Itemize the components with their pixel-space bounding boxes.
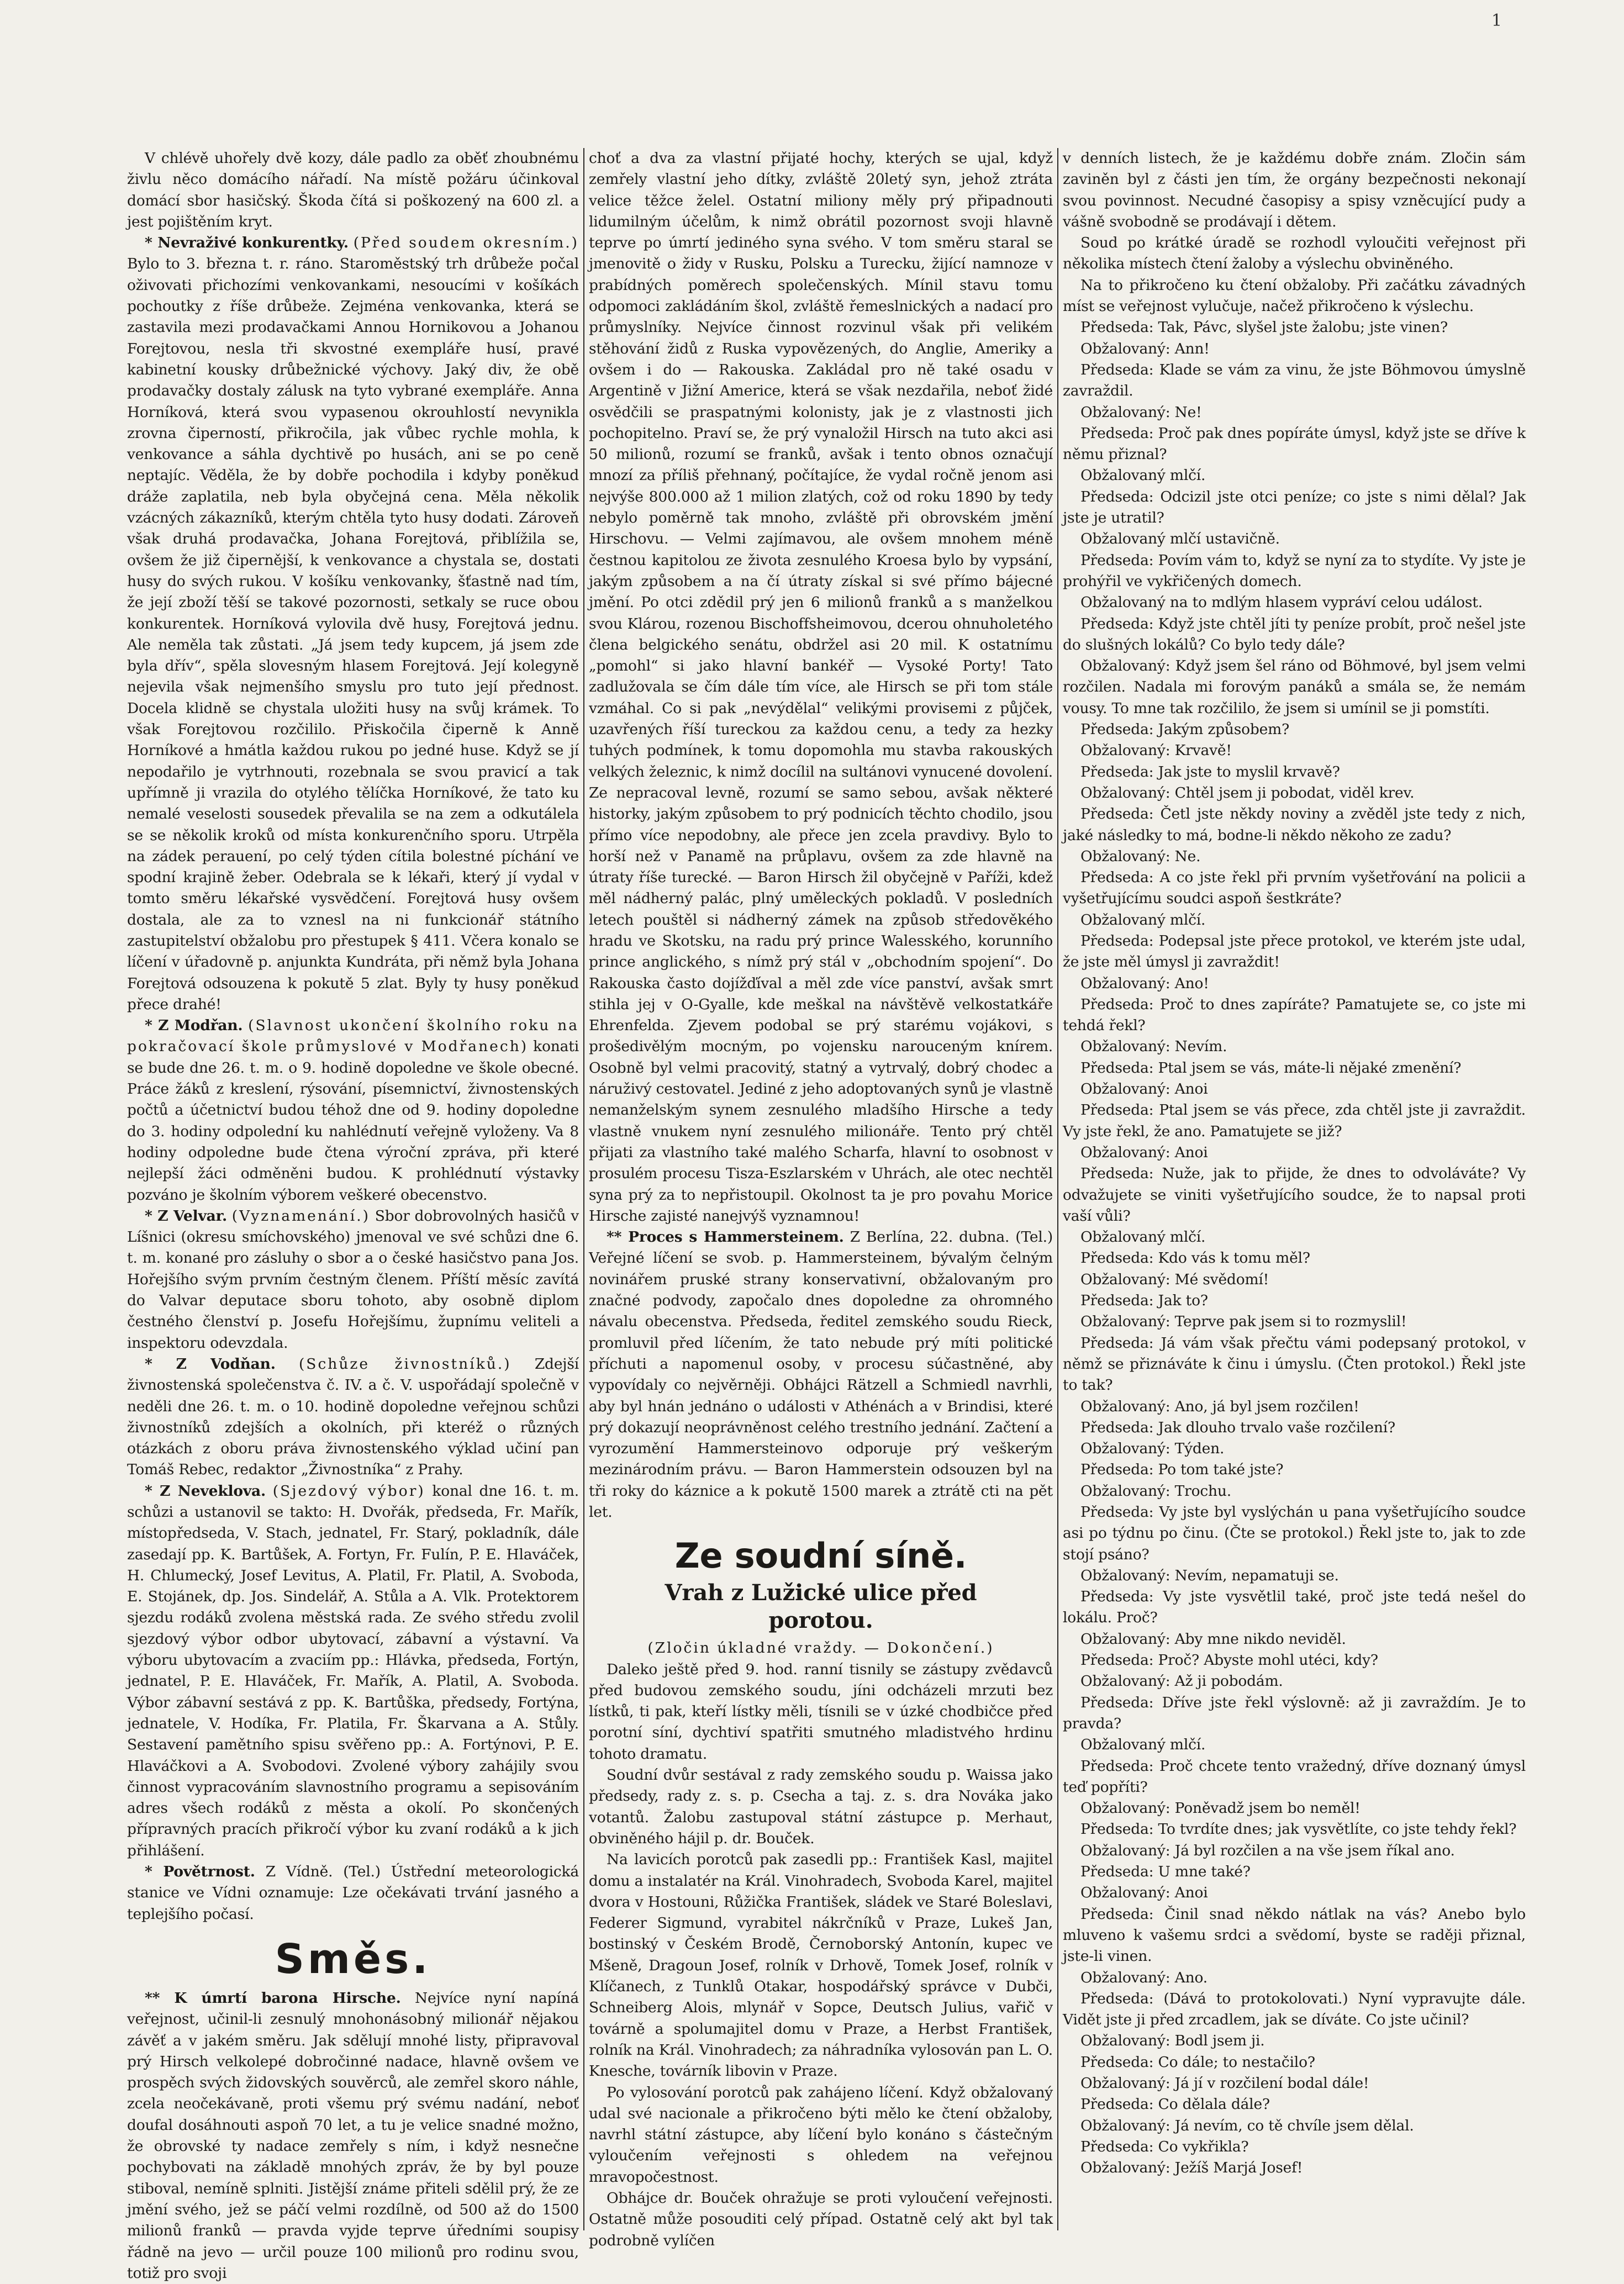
dialog-line: Předseda: Co dělala dále? [1080,2096,1270,2113]
article-vrah-p2: Soudní dvůr sestával z rady zemského soudu p. Waissa jako předsedy, rady z. s. p. Csecha a taj. z. s. dra Nováka jako votantů. Žalobu zastupoval státní zástupce p. Merhaut, obviněného hájil p. dr. Bouček. [589,1766,1053,1847]
dialog-line: Předseda: Jak to? [1080,1292,1208,1310]
column-rule-2 [1057,148,1058,2230]
column-1 [127,148,579,2282]
dialog-line: Obžalovaný: Já nevím, co tě chvíle jsem dělal. [1080,2117,1414,2134]
dialog-line: Obžalovaný: Trochu. [1080,1482,1231,1500]
dialog-line: Předseda: Já vám však přečtu vámi podepsaný protokol, v němž se přiznáváte k činu i úmyslu. (Čten protokol.) Řekl jste to tak? [1063,1334,1526,1394]
article-vrah-soud: Soud po krátké úradě se rozhodl vyloučiti veřejnost při několika místech čtení žaloby a výslechu obviněného. [1063,234,1526,273]
body-velvary: Sbor dobrovolných hasičů v Líšnici (okresu smíchovského) jmenoval ve své schůzi dne 6. t. m. konané pro zásluhy o sbor a o české hasičstvo pana Jos. Hořejšího svým prvním čestným členem. Příští měsíc zavítá do Valvar deputace sboru tohoto, aby osobně diplom čestného členství p. Josefu Hořejšímu, župnímu veliteli a inspektoru odevzdala. [127,1207,579,1352]
body-hammerstein: Z Berlína, 22. dubna. (Tel.) Veřejné líčení se svob. p. Hammersteinem, bývalým čelným novinářem pruské strany konservativní, obžalovaným pro značné podvody, započalo dnes dopoledne za ohromného návalu obecenstva. Předseda, ředitel zemského soudu Rieck, promluvil před líčením, že tato nebude prý míti politické příchuti a napomenul osoby, v procesu súčastněné, aby vypovídaly co nejvěrněji. Obhájci Rätzell a Schmiedl navrhli, aby byl hnán jednáno o události v Athénách a v Brindisi, které prý dokazují neoprávněnost celého trestního jednání. Začtení a vyrozumění Hammersteinovo odporuje prý veškerým mezinárodním právu. — Baron Hammerstein odsouzen byl na tři roky do káznice a k pokutě 1500 marek a ztrátě cti na pět let. [589,1228,1053,1521]
dialog-line: Předseda: Činil snad někdo nátlak na vás? Anebo bylo mluveno k vašemu srdci a svědomí, byste se raději přiznal, jste-li vinen. [1063,1905,1526,1965]
dialog-line: Obžalovaný mlčí. [1080,467,1206,484]
article-hammerstein [589,1227,1053,1523]
dialog-line: Obžalovaný na to mdlým hlasem vypráví celou událost. [1080,594,1483,611]
dialog-line: Obžalovaný: Ano, já byl jsem rozčilen! [1080,1397,1359,1415]
article-neveklov [127,1481,579,1861]
headline-neveklov: * Z Neveklova. [145,1482,266,1500]
headline-hammerstein: ** Proces s Hammersteinem. [607,1228,844,1246]
dialog-line: Obžalovaný: Mé svědomí! [1080,1270,1269,1288]
dialog-line: Obžalovaný mlčí. [1080,1736,1206,1754]
headline-povetrnost: * Povětrnost. [145,1863,255,1881]
dialog-line: Předseda: Nuže, jak to přijde, že dnes to odvoláváte? Vy odvažujete se viniti vyšetřujícího soudce, že to napsal proti vaší vůli? [1063,1165,1526,1225]
dialog-line: Předseda: Tak, Pávc, slyšel jste žalobu; jste vinen? [1080,319,1448,336]
article-vrah-p4: Po vylosování porotců pak zahájeno líčení. Když obžalovaný udal své nacionale a přikročeno býti mělo ke čtení obžaloby, navrhl státní zástupce, aby líčení bylo konáno s částečným vyloučením veřejnosti s ohledem na veřejnou mravopočestnost. [589,2083,1053,2186]
dialog-line: Obžalovaný: Chtěl jsem ji pobodat, viděl krev. [1080,784,1415,801]
article-vodnany [127,1354,579,1481]
dialog-line: Předseda: Podepsal jste přece protokol, ve kterém jste udal, že jste měl úmysl ji zavraždit! [1063,932,1526,971]
dialog-line: Obžalovaný: Ano! [1080,974,1209,992]
article-vrah-cont: v denních listech, že je každému dobře znám. Zločin sám zaviněn byl z části jen tím, že orgány bezpečnosti nekonají svou povinnost. Necudné časopisy a spisy vzněcující pudy a vášně svobodně se prodávají i dětem. [1063,150,1526,230]
dialog-line: Předseda: Kdo vás k tomu měl? [1080,1249,1310,1267]
page-corner-mark: 1 [1491,11,1502,30]
article-vrah-p5: Obhájce dr. Bouček ohražuje se proti vyloučení veřejnosti. Ostatně může posouditi celý případ. Ostatně celý akt byl tak podrobně vylíčen [589,2190,1053,2249]
headline-modrany: * Z Modřan. [145,1017,243,1035]
column-2 [589,148,1053,2249]
headline-hirsch: ** K úmrtí barona Hirsche. [145,1989,401,2007]
article-konkurentky [127,233,579,1015]
dialog-line: Předseda: Co dále; to nestačilo? [1080,2053,1315,2071]
dialog-line: Předseda: Ptal jsem se vás přece, zda chtěl jste ji zavraždit. Vy jste řekl, že ano. Pamatujete se již? [1063,1101,1526,1140]
headline-konkurentky: * Nevraživé konkurentky. [145,234,349,252]
headline-vrah [589,1579,1053,1634]
dialog-line: Obžalovaný: Anoi [1080,1143,1208,1161]
subhead-vodnany: (Schůze živnostníků.) [298,1355,512,1373]
article-vrah-obzaloba: Na to přikročeno ku čtení obžaloby. Při začátku závadných míst se veřejnost vylučuje, načež přikročeno k výslechu. [1063,276,1526,315]
subhead-konkurentky: (Před soudem okresním.) [353,234,579,252]
dialog-line: Předseda: Po tom také jste? [1080,1461,1284,1479]
dialog-line: Předseda: To tvrdíte dnes; jak vysvětlíte, co jste tehdy řekl? [1080,1821,1517,1838]
dialog-line: Předseda: Povím vám to, když se nyní za to stydíte. Vy jste je prohýřil ve vykřičených domech. [1063,551,1526,590]
body-povetrnost: Z Vídně. (Tel.) Ústřední meteorologická stanice ve Vídni oznamuje: Lze očekávati trvání jasného a teplejšího počasí. [127,1863,579,1923]
article-vrah-p1: Daleko ještě před 9. hod. ranní tisnily se zástupy zvědavců před budovou zemského soudu, jíni odcházeli mrzuti bez lístků, ti pak, kteří lístky měli, tísnili se v úzké chodbičce před porotní síní, dychtiví spatřiti smutného mladistvého hrdinu tohoto dramatu. [589,1660,1053,1763]
dialog-line: Obžalovaný: Týden. [1080,1440,1225,1458]
dialog-line: Předseda: Jakým způsobem? [1080,721,1290,739]
dialog-line: Obžalovaný: Aby mne nikdo neviděl. [1080,1630,1346,1648]
article-vrah-p3: Na lavicích porotců pak zasedli pp.: František Kasl, majitel domu a instalatér na Král. Vinohradech, Svoboda Karel, majitel dvora v Hostouni, Růžička František, sládek ve Staré Boleslavi, Federer Sigmund, vyrabitel nákrčníků v Praze, Lukeš Jan, bostinský v Českém Brodě, Černoborský Antonín, kupec ve Mšeně, Dragoun Josef, rolník v Drhově, Tomek Josef, rolník v Klíčanech, z Tunklů Otakar, hospodářský správce v Dubči, Schneiberg Alois, mlynář v Sopce, Deutsch Julius, vařič v továrně a spolumajitel domu v Praze, a Herbst František, rolník na Král. Vinohradech; za náhradníka vylosován pan L. O. Knesche, továrník libovin v Praze. [589,1851,1053,2080]
headline-vodnany: * Z Vodňan. [145,1355,276,1373]
dialog-line: Obžalovaný: Já byl rozčilen a na vše jsem říkal ano. [1080,1842,1455,1859]
dialog-line: Obžalovaný: Ano. [1080,1969,1208,1986]
dialog-line: Obžalovaný: Až ji pobodám. [1080,1673,1283,1690]
body-hirsch: Nejvíce nyní napíná veřejnost, učinil-li zesnulý mnohonásobný milionář nějakou závěť a v jakém směru. Jak sdělují mnohé listy, připravoval prý Hirsch velkolepé dobročinné nadace, hlavně ovšem ve prospěch svých židovských souvěrců, ale zemřel skoro náhle, zcela neočekávaně, proti všemu prý svému nadání, neboť doufal dosáhnouti aspoň 70 let, a tu je velice snadné možno, že obrovské ty nadace zemřely s ním, i když nesnečne pochybovati na základě mnohých zpráv, že by byl pouze stiboval, nemíně splniti. Jistější známe přiteli sdělil prý, že ze jmění svého, jež se páčí velmi rozdílně, od 500 až do 1500 milionů franků — pravda vyjde teprve úředními soupisy řádně na jevo — určil pouze 100 milionů pro rodinu svou, totiž pro svoji [127,1989,579,2282]
dialog-line: Předseda: Jak dlouho trvalo vaše rozčilení? [1080,1418,1395,1436]
body-vodnany: Zdejší živnostenská společenstva č. IV. a č. V. uspořádají společně v neděli dne 26. t. m. o 10. hodině dopoledne veřejnou schůzi živnostníků zdejších a okolních, při kteréž o různých otázkách z oboru práva živnostenského výklad učiní pan Tomáš Rebec, redaktor „Živnostníka“ z Prahy. [127,1355,579,1479]
dialog-line: Předseda: (Dává to protokolovati.) Nyní vypravujte dále. Vidět jste ji před zrcadlem, jak se díváte. Co jste učinil? [1063,1990,1526,2029]
dialog-line: Obžalovaný: Anoi [1080,1080,1208,1098]
column-3 [1063,148,1526,2230]
dialog-line: Předseda: Proč? Abyste mohl utéci, kdy? [1080,1652,1378,1669]
dialog-line: Obžalovaný: Anoi [1080,1884,1208,1902]
subhead-neveklov: (Sjezdový výbor) [272,1482,425,1500]
subhead-modrany: (Slavnost ukončení školního roku na pokračovací škole průmyslové v Modřanech) [127,1017,579,1056]
dialog-line: Obžalovaný: Ann! [1080,340,1210,357]
dialog-line: Předseda: Četl jste někdy noviny a zvěděl jste tedy z nich, jaké následky to má, bodne-li někdo někoho ze zadu? [1063,805,1526,844]
headline-velvary: * Z Velvar. [145,1207,227,1225]
headline-vrah-line2: porotou. [768,1607,873,1634]
article-velvary [127,1206,579,1354]
dialog-line: Předseda: Proč chcete tento vražedný, dříve doznaný úmysl teď popříti? [1063,1757,1526,1796]
article-modrany [127,1015,579,1206]
body-neveklov: konal dne 16. t. m. schůzi a ustanovil se takto: H. Dvořák, předseda, Fr. Mařík, místopředseda, V. Stach, jednatel, Fr. Starý, pokladník, dále zasedají pp. K. Bartůšek, A. Fortyn, Fr. Fulín, P. E. Hlaváček, H. Chlumecký, Josef Levitus, A. Platil, Fr. Platil, A. Svoboda, E. Stojánek, dp. Jos. Sindelář, A. Stůla a A. Vlk. Protektorem sjezdu rodáků zvolena městská rada. Ze svého středu zvolil sjezdový výbor odbor ubytovací, zábavní a výstavní. Va výboru ubytovacím a zvaciím pp.: Hlávka, předseda, Fortýn, jednatel, P. E. Hlaváček, Fr. Mařík, A. Platil, A. Svoboda. Výbor zábavní sestává z pp. K. Bartůška, předsedy, Fortýna, jednatele, V. Hodíka, Fr. Platila, Fr. Škarvana a A. Stůly. Sestavení pamětního spisu svěřeno pp.: A. Fortýnovi, P. E. Hlaváčkovi a A. Svobodovi. Zvolené výbory zahájily svou činnost vypracováním slavnostního programu a sepisováním adres všech rodáků z města a okolí. Po skončených přípravných pracích přikročí výbor ku zvaní rodáků a k jich přihlášení. [127,1482,579,1859]
dialog-line: Obžalovaný: Já jí v rozčilení bodal dále! [1080,2075,1369,2092]
dialog-line: Předseda: Vy jste byl vyslýchán u pana vyšetřujícího soudce asi po týdnu po činu. (Čte se protokol.) Řekl jste to, jak to zde stojí psáno? [1063,1504,1526,1563]
dialog-line: Obžalovaný mlčí. [1080,1228,1206,1246]
dialog-line: Obžalovaný mlčí ustavičně. [1080,530,1280,548]
headline-vrah-line1: Vrah z Lužické ulice před [665,1580,977,1606]
article-fire-end: V chlévě uhořely dvě kozy, dále padlo za oběť zhoubnému živlu něco domácího nářadí. Na místě požáru účinkoval domácí sbor hasičský. Škoda čítá si poškozený na 600 zl. a jest pojištěním kryt. [127,150,579,230]
dialog-line: Obžalovaný: Poněvadž jsem bo neměl! [1080,1800,1361,1817]
dialog-line: Předseda: Proč pak dnes popíráte úmysl, když jste se dříve k němu přiznal? [1063,424,1526,463]
dialog-line: Obžalovaný: Ne. [1080,847,1201,865]
dialog-line: Předseda: Co vykřikla? [1080,2138,1249,2155]
body-modrany: konati se bude dne 26. t. m. o 9. hodině dopoledne ve škole obecné. Práce žáků z kreslení, rýsování, písemnictví, živnostenských počtů a účetnictví budou téhož dne od 9. hodiny dopoledne do 3. hodiny odpolední ku nahlédnutí veřejně vyloženy. Va 8 hodiny odpoledne bude čtena výroční zpráva, při které nejlepší žáci odměněni budou. K prohlédnutí výstavky pozváno je školním výborem veškeré obecenstvo. [127,1038,579,1204]
dialog-line: Obžalovaný: Bodl jsem ji. [1080,2032,1265,2050]
dialog-line: Předseda: U mne také? [1080,1863,1251,1881]
article-povetrnost [127,1861,579,1925]
dialog-line: Předseda: Vy jste vysvětlil také, proč jste tedá nešel do lokálu. Proč? [1063,1588,1526,1627]
dialog-line: Předseda: Proč to dnes zapíráte? Pamatujete se, co jste mi tehdá řekl? [1063,995,1526,1035]
dialog-line: Předseda: Když jste chtěl jíti ty peníze probít, proč nešel jste do slušných lokálů? Co bylo tedy dále? [1063,615,1526,653]
dialog-line: Předseda: A co jste řekl při prvním vyšetřování na policii a vyšetřujícímu soudci aspoň šestkráte? [1063,869,1526,908]
article-hirsch [127,1988,579,2284]
dialog-line: Obžalovaný: Krvavě! [1080,742,1232,759]
dialog-line: Obžalovaný: Když jsem šel ráno od Böhmové, byl jsem velmi rozčilen. Nadala mi forovým panáků a smála se, že nemám vousy. To mne tak rozčililo, že jsem si umínil se ji pomstíti. [1063,657,1526,717]
dialog-line: Předseda: Klade se vám za vinu, že jste Böhmovou úmyslně zavraždil. [1063,361,1526,400]
dialog-line: Obžalovaný mlčí. [1080,911,1206,929]
dialog-line: Předseda: Ptal jsem se vás, máte-li nějaké zmenění? [1080,1059,1462,1077]
column-rule-1 [583,148,584,2230]
section-title-smes: Směs. [275,1935,431,1983]
article-hirsch-cont: choť a dva za vlastní přijaté hochy, kterých se ujal, když zemřely vlastní jeho dítky, zvláště 20letý syn, jehož ztráta velice těžce želel. Ostatní miliony měly prý připadnouti lidumilným účelům, k nimž obrátil pozornost svoji hlavně teprve po úmrtí jediného syna svého. V tom směru staral se jmenovitě o židy v Rusku, Polsku a Turecku, žijící namnoze v prabídných poměrech společenských. Mínil stavu tomu odpomoci zakládáním škol, zvláště řemeslnických a nadací pro průmyslníky. Nejvíce činnost rozvinul však při velikém stěhování židů z Ruska vypovězených, do Anglie, Ameriky a ovšem i do — Rakouska. Zakládal pro ně také osadu v Argentině v Jižní Americe, která se však nezdařila, neboť židé osvědčili se praspatnými kolonisty, jak je z vlastnosti jich pochopitelno. Praví se, že prý vynaložil Hirsch na tuto akci asi 50 milionů, rozumí se franků, avšak i tento obnos označují mnozí za příliš přehnaný, počítajíce, že vydal ročně jenom asi nejvýše 800.000 až 1 milion zlatých, což od roku 1890 by tedy nebylo poměrně tak mnoho, zvláště při obrovském jmění Hirschovu. — Velmi zajímavou, ale ovšem mnohem méně čestnou kapitolou ze života zesnulého Kroesa bylo by vypsání, jakým způsobem a na čí útraty získal si své přímo bájecné jmění. Po otci zdědil prý jen 6 milionů franků a s manželkou svou Klárou, rozenou Bischoffsheimovou, dcerou ohnuholetého člena belgického senátu, obdržel asi 20 mil. K ostatnímu „pomohl“ si jako hlavní bankéř — Vysoké Porty! Tato zadlužovala se čím dále tím více, ale Hirsch se při tom stále vzmáhal. Co si pak „nevýdělal“ velikými provisemi z půjček, uzavřených říší tureckou za každou cenu, a tedy za hezky tuhých podmínek, k tomu dopomohla mu stavba rakouských velkých železnic, k nimž docílil na sultánovi vynucené dovolení. Ze nepracoval levně, rozumí se samo sebou, avšak některé historky, jakým způsobem to prý podnicích těchto chodilo, jsou přímo více nepodobny, ale přece jen zcela pravdivy. Bylo to horší než v Panamě na průplavu, ovšem za zde hlavně na útraty říše turecké. — Baron Hirsch žil obyčejně v Paříži, kdež měl nádherný palác, plný uměleckých pokladů. V posledních letech pouštěl si nádherný zámek na způsob středověkého hradu ve Skotsku, na radu prý prince Walesského, korunního prince anglického, s nímž prý stál v „obchodním spojení“. Do Rakouska často dojížďíval a měl zde více panství, avšak smrt stihla jej v O-Gyalle, kde meškal na návštěvě velkostatkáře Ehrenfelda. Zjevem podobal se prý starému vojákovi, s prošedivělým mocným, po vojensku narouceným knírem. Osobně byl velmi pracovitý, statný a vytrvalý, dobrý chodec a náruživý cestovatel. Jediné z jeho adoptovaných synů je vlastně nemanželským synem zesnulého mladšího Hirsche a tedy vlastně vnukem nyní zesnulého milionáře. Tento prý chtěl přijati za vlastního také malého Scharfa, hlavní to osobnost v prosulém procesu Tisza-Eszlarském v Uhrách, ale otec nechtěl syna prý za to nepřistoupil. Okolnost ta je pro povahu Morice Hirsche zajisté nanejvýš vyznamnou! [589,150,1053,1225]
dialog-line: Obžalovaný: Nevím, nepamatuji se. [1080,1566,1339,1584]
dialog-line: Obžalovaný: Nevím. [1080,1038,1227,1056]
dialog-line: Předseda: Odcizil jste otci peníze; co jste s nimi dělal? Jak jste je utratil? [1063,488,1526,527]
dialog-line: Předseda: Dříve jste řekl výslovně: až ji zavraždím. Je to pravda? [1063,1694,1526,1732]
dialog-line: Obžalovaný: Teprve pak jsem si to rozmyslil! [1080,1313,1407,1331]
dialog-line: Obžalovaný: Ježíš Marjá Josef! [1080,2159,1303,2177]
dialog-line: Předseda: Jak jste to myslil krvavě? [1080,763,1340,780]
subhead-vrah: (Zločin úkladné vraždy. — Dokončení.) [647,1639,994,1657]
subhead-velvary: (Vyznamenání.) [231,1207,370,1225]
body-konkurentky: Bylo to 3. března t. r. ráno. Staroměstský trh drůbeže počal oživovati přichozími venkovankami, nesoucími v košíkách pochoutky z říše drůbeže. Zejména venkovanka, která se zastavila mezi prodavačkami Annou Hornikovou a Johanou Forejtovou, nesla tři skvostné exempláře husí, pravé kabinetní kousky drůbežnické výchovy. Jaký div, že obě prodavačky dostaly zálusk na tyto vybrané exempláře. Anna Horníková, která svou vypasenou okrouhlostí nevynikla zrovna čiperností, přikročila, jak vůbec rychle mohla, k venkovance a sáhla dychtivě po husách, ani se po ceně neptajíc. Věděla, že by dobře pochodila i kdyby poněkud dráže zaplatila, neb byla obyčejná cena. Měla několik vzácných zákazníků, kterým chtěla tyto husy dodati. Zároveň však druhá prodavačka, Johana Forejtová, přiblížila se, ovšem že již čipernější, k venkovance a chystala se, dostati husy do svých rukou. V košíku venkovanky, šťastně nad tím, že její zboží těší se takové pozornosti, setkaly se ruce obou konkurentek. Horníková vylovila dvě husy, Forejtová jednu. Ale neměla tak zůstati. „Já jsem tedy kupcem, já jsem zde byla dřív“, spěla slovesným hlasem Forejtová. Její kolegyně nejevila však nejmenšího smyslu pro tuto její přednost. Docela klidně se chystala uložiti husy na svůj krámek. To však Forejtovou rozčililo. Přiskočila čiperně k Anně Horníkové a hmátla každou rukou po jedné huse. Když se jí nepodařilo je vytrhnouti, rozebnala se svou pravicí a tak upřímně ji vrazila do otylého tělíčka Horníkové, že tato ku nemalé veselosti sousedek převalila se na zem a odkutálela se se několik kroků od místa konkurenčního sporu. Utrpěla na zádek perauení, po celý týden cítila bolestné píchání ve spodní krajině žeber. Odebrala se k lékaři, který jí vydal v tomto směru lékařské vysvědčení. Forejtová husy ovšem dostala, ale za to vznesl na ni funkcionář státního zastupitelství obžalobu pro přestupek § 411. Včera konalo se líčení v úřadovně p. anjunkta Kundráta, při němž byla Johana Forejtová odsouzena k pokutě 5 zlat. Byly ty husy poněkud přece drahé! [127,255,579,1013]
dialog-line: Obžalovaný: Ne! [1080,403,1202,421]
section-title-soudni-sin: Ze soudní síně. [674,1536,967,1576]
